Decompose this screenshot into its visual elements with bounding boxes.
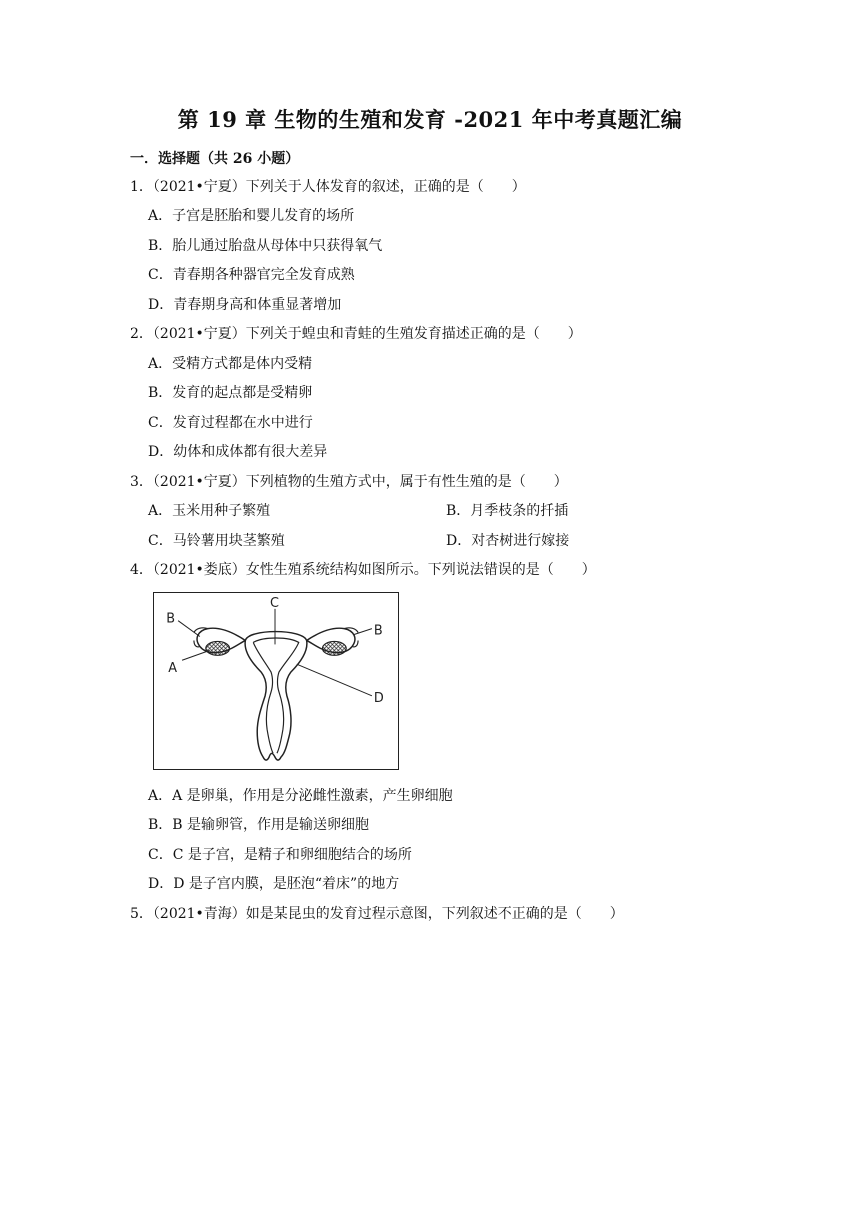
page-title: 第 19 章 生物的生殖和发育 -2021 年中考真题汇编 — [177, 107, 683, 132]
question-3-option-b: B．月季枝条的扦插 — [446, 503, 569, 519]
question-3-option-d: D．对杏树进行嫁接 — [446, 533, 570, 549]
figure-label-b-left: B — [166, 611, 176, 627]
question-4-option-b: B．B 是输卵管，作用是输送卵细胞 — [148, 817, 370, 833]
question-1-option-a: A．子宫是胚胎和婴儿发育的场所 — [148, 208, 355, 224]
question-3-stem: 3．（2021•宁夏）下列植物的生殖方式中，属于有性生殖的是（ ） — [130, 474, 568, 490]
question-4-option-d: D．D 是子宫内膜，是胚泡“着床”的地方 — [148, 876, 400, 892]
question-1-option-d: D．青春期身高和体重显著增加 — [148, 297, 342, 313]
figure-label-c: C — [270, 595, 280, 611]
question-2-option-a: A．受精方式都是体内受精 — [148, 356, 313, 372]
question-4-option-c: C．C 是子宫，是精子和卵细胞结合的场所 — [148, 847, 412, 863]
section-heading: 一．选择题（共 26 小题） — [130, 151, 300, 167]
figure-label-a: A — [168, 661, 178, 677]
question-2-option-c: C．发育过程都在水中进行 — [148, 415, 313, 431]
question-1-option-b: B．胎儿通过胎盘从母体中只获得氧气 — [148, 238, 383, 254]
question-1-stem: 1．（2021•宁夏）下列关于人体发育的叙述，正确的是（ ） — [130, 179, 526, 195]
question-5-stem: 5．（2021•青海）如是某昆虫的发育过程示意图，下列叙述不正确的是（ ） — [130, 906, 624, 922]
question-3-option-c: C．马铃薯用块茎繁殖 — [148, 533, 285, 549]
question-2-stem: 2．（2021•宁夏）下列关于蝗虫和青蛙的生殖发育描述正确的是（ ） — [130, 326, 582, 342]
question-2-option-b: B．发育的起点都是受精卵 — [148, 385, 313, 401]
female-reproductive-system-figure — [153, 592, 399, 770]
question-1-option-c: C．青春期各种器官完全发育成熟 — [148, 267, 355, 283]
question-2-option-d: D．幼体和成体都有很大差异 — [148, 444, 328, 460]
figure-label-b-right: B — [373, 623, 383, 639]
figure-label-d: D — [373, 690, 384, 706]
question-3-option-a: A．玉米用种子繁殖 — [148, 503, 271, 519]
question-4-option-a: A．A 是卵巢，作用是分泌雌性激素，产生卵细胞 — [148, 788, 453, 804]
question-4-stem: 4．（2021•娄底）女性生殖系统结构如图所示。下列说法错误的是（ ） — [130, 562, 596, 578]
